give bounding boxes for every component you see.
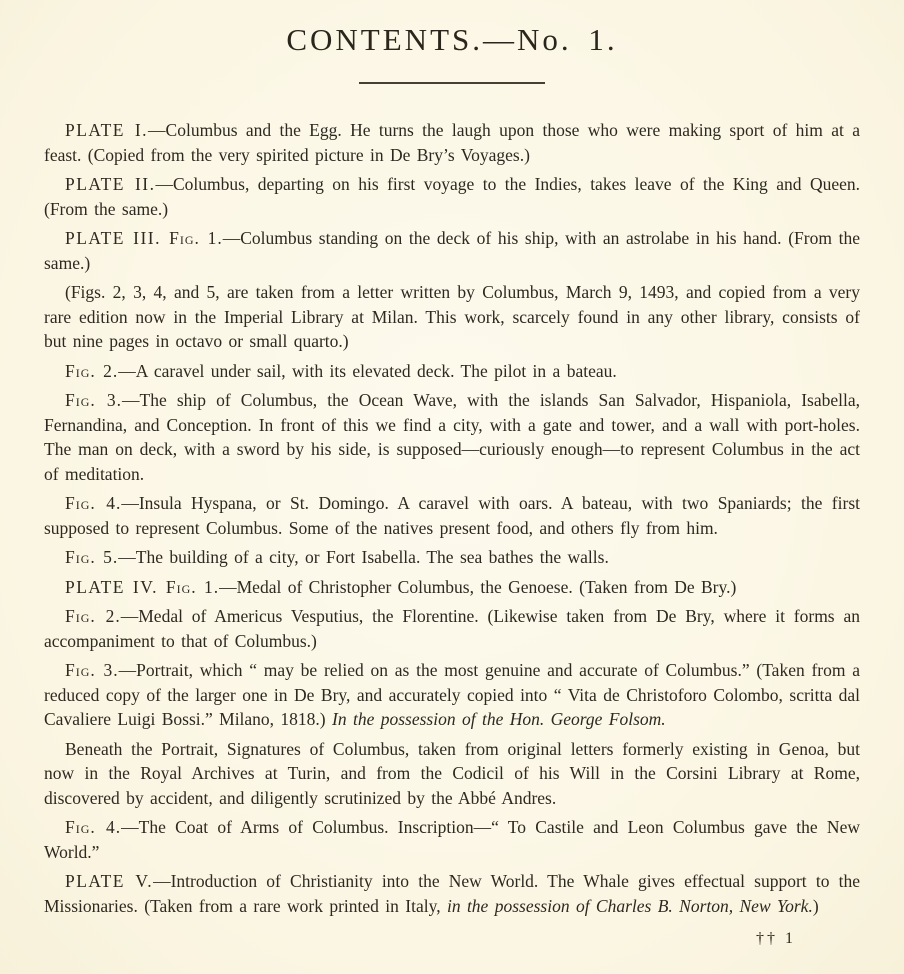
plate-label: PLATE I. bbox=[65, 120, 149, 140]
contents-entry bbox=[44, 388, 860, 486]
figure-label: Fig. 1. bbox=[165, 576, 220, 597]
entry-text: —Insula Hyspana, or St. Domingo. A caravel with oars. A bateau, with two Spaniards; the first supposed to represent Columbus. Some of the natives present food, and others fly from him. bbox=[44, 493, 860, 538]
contents-entry bbox=[44, 869, 860, 918]
entry-tail: ) bbox=[812, 895, 819, 916]
entry-text: —The ship of Columbus, the Ocean Wave, with the islands San Salvador, Hispaniola, Isabella, Fernandina, and Conception. In front of this we find a city, with a gate and tower, and a wall with port-holes. The man on deck, with a sword by his side, is supposed—curiously enough—to represent Columbus in the act of meditation. bbox=[44, 390, 860, 484]
contents-list bbox=[44, 118, 860, 918]
figure-label: Fig. 1. bbox=[169, 228, 223, 248]
title-divider bbox=[359, 82, 545, 84]
contents-entry bbox=[44, 815, 860, 864]
contents-entry bbox=[44, 575, 860, 600]
entry-text: —Columbus standing on the deck of his ship, with an astrolabe in his hand. (From the same.) bbox=[44, 228, 860, 273]
contents-entry bbox=[44, 491, 860, 540]
contents-entry bbox=[44, 658, 860, 732]
contents-entry bbox=[44, 280, 860, 354]
plate-label: PLATE IV. bbox=[65, 576, 166, 597]
entry-text: —Columbus and the Egg. He turns the laugh upon those who were making sport of him at a feast. (Copied from the very spirited picture in De Bry’s Voyages.) bbox=[44, 120, 860, 165]
plate-label: PLATE II. bbox=[65, 174, 156, 194]
plate-label: PLATE V. bbox=[65, 871, 154, 891]
entry-text: (Figs. 2, 3, 4, and 5, are taken from a letter written by Columbus, March 9, 1493, and copied from a very rare edition now in the Imperial Library at Milan. This work, scarcely found in any other library, consists of but nine pages in octavo or small quarto.) bbox=[44, 282, 860, 351]
figure-label: Fig. 4. bbox=[65, 493, 122, 513]
entry-text: Beneath the Portrait, Signatures of Columbus, taken from original letters formerly existing in Genoa, but now in the Royal Archives at Turin, and from the Codicil of his Will in the Corsini Library at Rome, discovered by accident, and diligently scrutinized by the Abbé Andres. bbox=[44, 738, 860, 808]
contents-entry bbox=[44, 172, 860, 221]
plate-label: PLATE III. bbox=[65, 228, 170, 248]
figure-label: Fig. 2. bbox=[65, 606, 121, 626]
entry-text: —Medal of Americus Vesputius, the Florentine. (Likewise taken from De Bry, where it forms an accompaniment to that of Columbus.) bbox=[44, 606, 860, 651]
entry-text: —Columbus, departing on his first voyage to the Indies, takes leave of the King and Queen. (From the same.) bbox=[44, 174, 861, 219]
entry-text: —Portrait, which “ may be relied on as the most genuine and accurate of Columbus.” (Taken from a reduced copy of the larger one in De Bry, and accurately copied into “ Vita de Christoforo Colombo, scritta dal Cavaliere Luigi Bossi.” Milano, 1818.) bbox=[44, 660, 860, 729]
contents-entry bbox=[44, 604, 860, 653]
contents-entry bbox=[44, 226, 860, 275]
entry-text: —Introduction of Christianity into the New World. The Whale gives effectual support to the Missionaries. (Taken from a rare work printed in Italy, bbox=[44, 871, 860, 916]
signature-mark: †† 1 bbox=[756, 930, 796, 947]
contents-entry bbox=[44, 545, 860, 570]
contents-entry bbox=[44, 359, 860, 384]
entry-text: —Medal of Christopher Columbus, the Genoese. (Taken from De Bry.) bbox=[219, 576, 737, 597]
figure-label: Fig. 3. bbox=[65, 660, 119, 680]
figure-label: Fig. 3. bbox=[65, 390, 123, 410]
entry-text: —The Coat of Arms of Columbus. Inscription—“ To Castile and Leon Columbus gave the New World.” bbox=[44, 817, 860, 862]
provenance-note: in the possession of Charles B. Norton, New York. bbox=[446, 895, 813, 916]
page-title: CONTENTS.—No. 1. bbox=[286, 22, 618, 57]
entry-text: —A caravel under sail, with its elevated deck. The pilot in a bateau. bbox=[118, 360, 617, 381]
provenance-note: In the possession of the Hon. George Folsom. bbox=[332, 709, 666, 729]
entry-text: —The building of a city, or Fort Isabella. The sea bathes the walls. bbox=[118, 547, 609, 567]
contents-entry bbox=[44, 737, 860, 811]
figure-label: Fig. 5. bbox=[65, 547, 119, 567]
figure-label: Fig. 4. bbox=[65, 817, 122, 837]
contents-entry bbox=[44, 118, 860, 167]
figure-label: Fig. 2. bbox=[65, 360, 119, 381]
